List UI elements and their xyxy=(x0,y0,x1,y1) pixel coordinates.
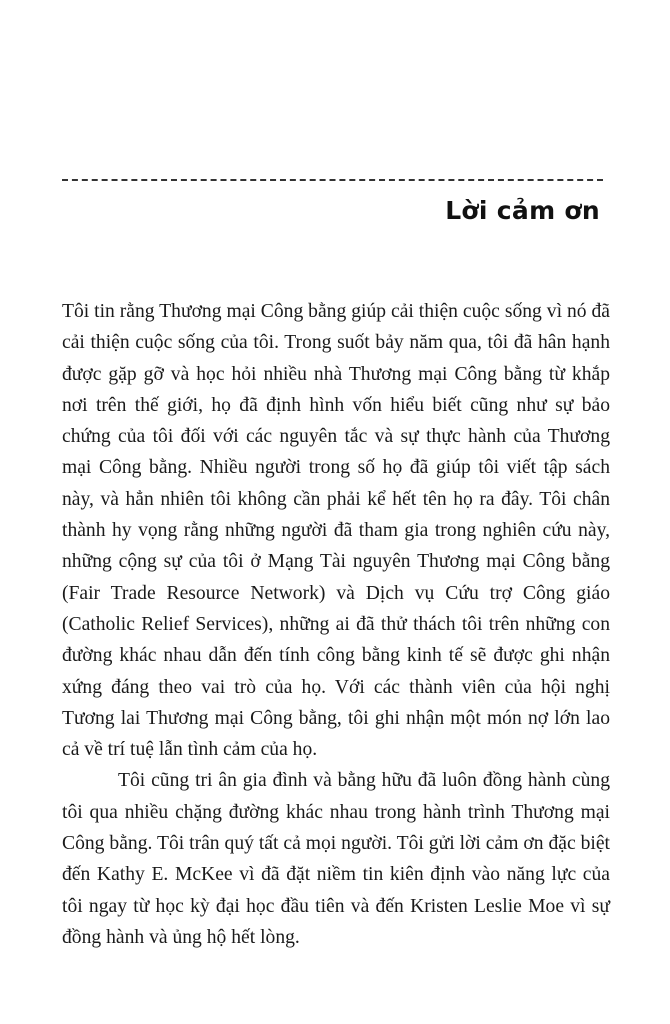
paragraph-1: Tôi tin rằng Thương mại Công bằng giúp cải thiện cuộc sống vì nó đã cải thiện cuộc sống của tôi. Trong suốt bảy năm qua, tôi đã hân hạnh được gặp gỡ và học hỏi nhiều nhà Thương mại Công bằng từ khắp nơi trên thế giới, họ đã định hình vốn hiểu biết cũng như sự bảo chứng của tôi đối với các nguyên tắc và sự thực hành của Thương mại Công bằng. Nhiều người trong số họ đã giúp tôi viết tập sách này, và hẳn nhiên tôi không cần phải kể hết tên họ ra đây. Tôi chân thành hy vọng rằng những người đã tham gia trong nghiên cứu này, những cộng sự của tôi ở Mạng Tài nguyên Thương mại Công bằng (Fair Trade Resource Network) và Dịch vụ Cứu trợ Công giáo (Catholic Relief Services), những ai đã thử thách tôi trên những con đường khác nhau dẫn đến tính công bằng kinh tế sẽ được ghi nhận xứng đáng theo vai trò của họ. Với các thành viên của hội nghị Tương lai Thương mại Công bằng, tôi ghi nhận một món nợ lớn lao cả về trí tuệ lẫn tình cảm của họ. xyxy=(62,301,610,761)
paragraph-2: Tôi cũng tri ân gia đình và bằng hữu đã luôn đồng hành cùng tôi qua nhiều chặng đường khác nhau trong hành trình Thương mại Công bằng. Tôi trân quý tất cả mọi người. Tôi gửi lời cảm ơn đặc biệt đến Kathy E. McKee vì đã đặt niềm tin kiên định vào năng lực của tôi ngay từ học kỳ đại học đầu tiên và đến Kristen Leslie Moe vì sự đồng hành và ủng hộ hết lòng. xyxy=(62,770,610,948)
body-text xyxy=(62,296,610,953)
dashed-divider xyxy=(62,179,603,181)
page-title: Lời cảm ơn xyxy=(445,196,600,225)
